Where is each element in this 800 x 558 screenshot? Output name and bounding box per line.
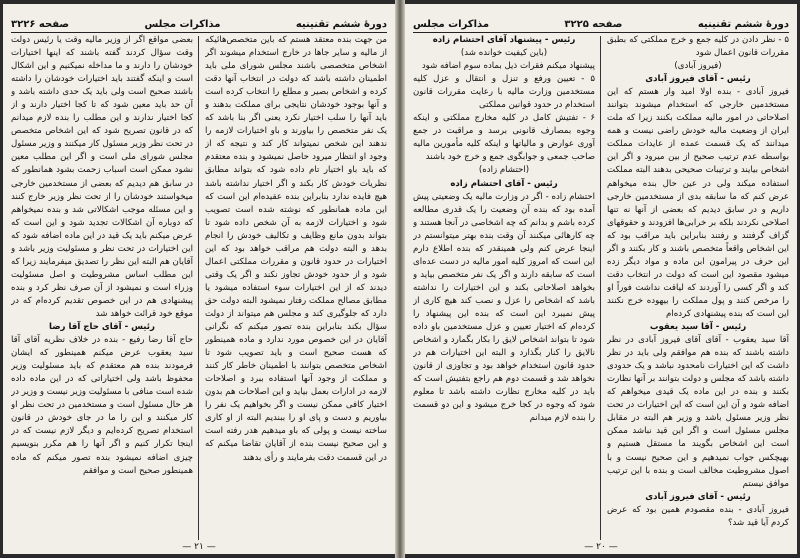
header-title: مذاکرات مجلس bbox=[413, 19, 490, 30]
paragraph: ۵ - تعیین ورفع و تنزل و انتقال و عزل کلیه مستخدمین وزارت مالیه با رعایت مقررات قانون استخدام در حدود قوانین مملکتی bbox=[413, 74, 595, 111]
left-page-columns bbox=[11, 34, 387, 540]
column-divider bbox=[198, 36, 199, 540]
centered-note: (فیروز آبادی) bbox=[674, 61, 722, 72]
speaker-heading: رئیس - آقای حاج آقا رضا bbox=[49, 322, 155, 333]
left-page-right-column bbox=[205, 34, 387, 540]
speaker-heading: رئیس - آقای فیروز آبادی bbox=[645, 74, 751, 85]
paragraph: احتشام زاده - اگر در وزارت مالیه یک وضعیتی پیش آمده بود که بنده آن وضعیت را یک قدری مطالعه کرده باشم و بدانم که چه اشخاصی در آنجا هستند و چه کارهائی میکنند آن وقت بنده بهتر میتوانستم در اینجا عرض کنم ولی همینقدر که بنده اطلاع دارم این است که امروز کلیه امور مالیه در دست عده‌ای است که سابقه دارند و اگر یک نفر متخصص بیاید و بخواهد اصلاحاتی بکند و این اختیارات را نداشته باشد که اشخاص را عزل و نصب کند هیچ کاری از پیش نمیبرد این است که بنده این پیشنهاد را کرده‌ام که اختیار تعیین و عزل مستخدمین باو داده شود تا بتواند اشخاص لایق را بکار بگمارد و اشخاص نالایق را کنار بگذارد و البته این اختیارات هم در حدود قانون استخدام خواهد بود و تجاوزی از قانون نخواهد شد و قسمت دوم هم راجع بتفتیش است که باید در کلیه مخارج نظارت داشته باشد تا معلوم شود که وجوه در کجا خرج میشود و این دو قسمت را بنده لازم میدانم bbox=[413, 191, 595, 424]
speaker-heading: رئیس - آقای احتشام زاده bbox=[450, 178, 558, 189]
speaker-heading: رئیس - پیشنهاد آقای احتشام زاده bbox=[432, 35, 576, 45]
right-page-header bbox=[413, 10, 789, 33]
speaker-heading: رئیس - آقای فیروز آبادی bbox=[645, 491, 751, 502]
paragraph: بعضی مواقع اگر از وزیر مالیه وقت یا رئیس دولت وقت سؤال کردند گفته باشند که اینها اختیارات خودشان را دارند و ما مداخله نمیکنیم و این اشکال است و اینکه گفتند باید اختیارات خودشان را داشته باشند صحیح است ولی باید یک حدی داشته باشد و آن حد باید معین شود که تا کجا اختیار دارند و از کجا اختیار ندارند و این مطلب را بنده لازم میدانم که در قانون تصریح شود که این اشخاص متخصص در تحت نظر وزیر مسئول کار میکنند و وزیر مسئول مجلس شورای ملی است و اگر این مطلب معین نشود ممکن است اسباب زحمت بشود همانطور که در سابق هم دیدیم که بعضی از مستخدمین خارجی میخواستند خودشان را از تحت نظر وزیر خارج کنند و این مسئله موجب اشکالاتی شد و بنده نمیخواهم که دوباره آن اشکالات تجدید شود و این است که عرض میکنم باید یک قید در این ماده اضافه شود که این اختیارات در تحت نظر و مسئولیت وزیر باشد و آقایان هم البته این نظر را تصدیق میفرمایند زیرا که این مطلب اساس مشروطیت و اصل مسئولیت وزراء است و نمیشود از آن صرف نظر کرد و بنده پیشنهادی هم در این خصوص تقدیم کرده‌ام که در موقع خود قرائت خواهد شد bbox=[11, 35, 193, 319]
paragraph: ۶ - تفتیش کامل در کلیه مخارج مملکتی و اینکه وجوه بمصارف قانونی برسد و مراقبت در جمع آوری عوارض و مالیاتها و اینکه کلیه مأمورین مالیه صاحب جمعی و جوابگوی جمع و خرج خود باشند bbox=[413, 113, 595, 163]
paragraph: پیشنهاد میکنم فقرات ذیل بماده سوم اضافه شود bbox=[421, 61, 595, 72]
header-page-number: صفحه ۳۲۲۶ bbox=[11, 19, 70, 30]
left-page bbox=[3, 4, 395, 554]
left-page-left-column bbox=[11, 34, 193, 540]
column-divider bbox=[600, 36, 601, 540]
paragraph: آقا سید یعقوب - آقای آقای فیروز آبادی در نظر داشته باشند که بنده هم موافقم ولی باید در نظر داشت که این اختیارات نامحدود نباشد و یک حدودی داشته باشد که مجلس و دولت بتوانند بر آنها نظارت بکنند و بنده در این ماده یک قیدی میخواهم که اضافه شود و آن این است که این اختیارات در تحت نظر وزیر مسئول باشد و وزیر هم البته در مقابل مجلس مسئول است و اگر این قید نباشد ممکن است این اشخاص بگویند ما مستقل هستیم و بهیچکس جواب نمیدهیم و این صحیح نیست و با اصول مشروطیت مخالف است و بنده با این ترتیب موافق نیستم bbox=[607, 335, 789, 489]
paragraph: فیروز آبادی - بنده اولا امید وار هستم که این مستخدمین خارجی که استخدام میشوند بتوانند اصلاحاتی در امور مالیه مملکت بکنند زیرا که ملت ایران از وضعیت مالیه خودش راضی نیست و همه میدانند که یک قسمت عمده از عایدات مملکت بواسطه عدم ترتیب صحیح از بین میرود و اگر این اشخاص بیایند و ترتیبات صحیحی بدهند البته مملکت استفاده میکند ولی در عین حال بنده میخواهم عرض کنم که ما سابقه بدی از مستخدمین خارجی داریم و در سابق دیدیم که بعضی از آنها نه تنها اصلاحی نکردند بلکه بر خرابی‌ها افزودند و حقوقهای گزاف گرفتند و رفتند بنابراین باید مراقب بود که این اشخاص واقعاً متخصص باشند و کار بکنند و اگر این حرف در پیرامون ابن ماده و مواد دیگر زده میشود مقصود این است که دولت در انتخاب دقت کند و اگر کسی را آوردند که لیاقت نداشت فوراً او را مرخص کنند و پول مملکت را بیهوده خرج نکنند این است که بنده پیشنهادی کرده‌ام bbox=[607, 87, 789, 319]
left-page-header bbox=[11, 10, 387, 33]
header-session: دورهٔ ششم تقنینیه bbox=[295, 19, 387, 30]
centered-note: (باین کیفیت خوانده شد) bbox=[460, 48, 548, 59]
book-gutter bbox=[395, 0, 405, 558]
right-page bbox=[405, 4, 797, 554]
header-title: مذاکرات مجلس bbox=[144, 19, 221, 30]
right-page-folio: — ۲۰ — bbox=[584, 542, 618, 552]
header-session: دورهٔ ششم تقنینیه bbox=[697, 19, 789, 30]
paragraph: ۵ - نظر دادن در کلیه جمع و خرج مملکتی که بطبق مقررات قانون اعمال شود bbox=[607, 35, 789, 59]
paragraph: حاج آقا رضا رفیع - بنده در خلاف نظریه آقای آقا سید یعقوب عرض میکنم همینطور که ایشان فرمودند بنده هم معتقدم که باید مسئولیت وزیر محفوظ باشد ولی اختیاراتی که در این ماده داده شده است منافی با مسئولیت وزیر نیست و وزیر در هر حال مسئول است و مستخدمین در تحت نظر او کار میکنند و این را ما در جای خودش در قانون استخدام تصریح کرده‌ایم و دیگر لازم نیست که در اینجا تکرار کنیم و اگر آنها را هم مکرر بنویسیم چیزی اضافه نمیشود بنده تصور میکنم که ماده همینطور صحیح است و موافقم bbox=[11, 335, 193, 476]
left-page-folio: — ۲۱ — bbox=[182, 542, 216, 552]
centered-note: (احتشام زاده) bbox=[478, 165, 530, 176]
paragraph: من جهت بنده معتقد هستم که باین متخصص‌هائیکه از مالیه و سایر جاها در خارج استخدام میشوند اگر اشخاص متخصصی باشند مجلس شورای ملی باید اطمینان داشته باشد که دولت در انتخاب آنها دقت کرده و اشخاص بصیر و مطلع را انتخاب کرده است و آنها بوجود خودشان نتایجی برای مملکت بدهند و باید آنها را سلب اختیار نکرد یعنی اگر بنا باشد که یک نفر متخصص را بیاورند و باو اختیارات لازمه را ندهند این شخص نمیتواند کار کند و نتیجه که از وجود او انتظار میرود حاصل نمیشود و بنده معتقدم که باید باو اختیار تام داده شود که بتواند مطابق نظریات خودش کار بکند و اگر اختیار نداشته باشد هیچ فایده ندارد بنابراین بنده عقیده‌ام این است که این ماده همانطور که نوشته شده است تصویب شود و اختیارات لازمه به آن شخص داده شود تا بتواند بدون مانع وظایف و تکالیف خودش را انجام بدهد و البته دولت هم مراقب خواهد بود که این اختیارات در حدود قانون و مقررات مملکتی اعمال شود و از حدود خودش تجاوز نکند و اگر یک وقتی دیدند که از این اختیارات سوء استفاده میشود یا مطابق مصالح مملکت رفتار نمیشود البته دولت حق دارد که جلوگیری کند و مجلس هم میتواند از دولت سؤال بکند بنابراین بنده تصور میکنم که نگرانی آقایان در این خصوص مورد ندارد و ماده همینطور که هست صحیح است و باید تصویب شود تا اشخاص متخصص بتوانند با اطمینان خاطر کار کنند و مملکت از وجود آنها استفاده ببرد و اصلاحات لازمه در ادارات بعمل بیاید و این اصلاحات هم بدون اختیار کافی ممکن نیست و اگر بخواهیم یک نفر را بیاوریم و دست و پای او را ببندیم البته از او کاری ساخته نیست و پولی که باو میدهیم هدر رفته است و این صحیح نیست بنده از آقایان تقاضا میکنم که در این قسمت دقت بفرمایند و رأی بدهند bbox=[205, 35, 387, 463]
right-page-columns bbox=[413, 34, 789, 540]
paragraph: فیروز آبادی - بنده مقصودم همین بود که عرض کردم آیا قید شد؟ bbox=[607, 504, 789, 528]
header-page-number: صفحه ۳۲۲۵ bbox=[564, 19, 623, 30]
speaker-heading: رئیس - آقا سید یعقوب bbox=[649, 322, 747, 333]
right-page-right-column bbox=[607, 34, 789, 540]
right-page-left-column bbox=[413, 34, 595, 540]
